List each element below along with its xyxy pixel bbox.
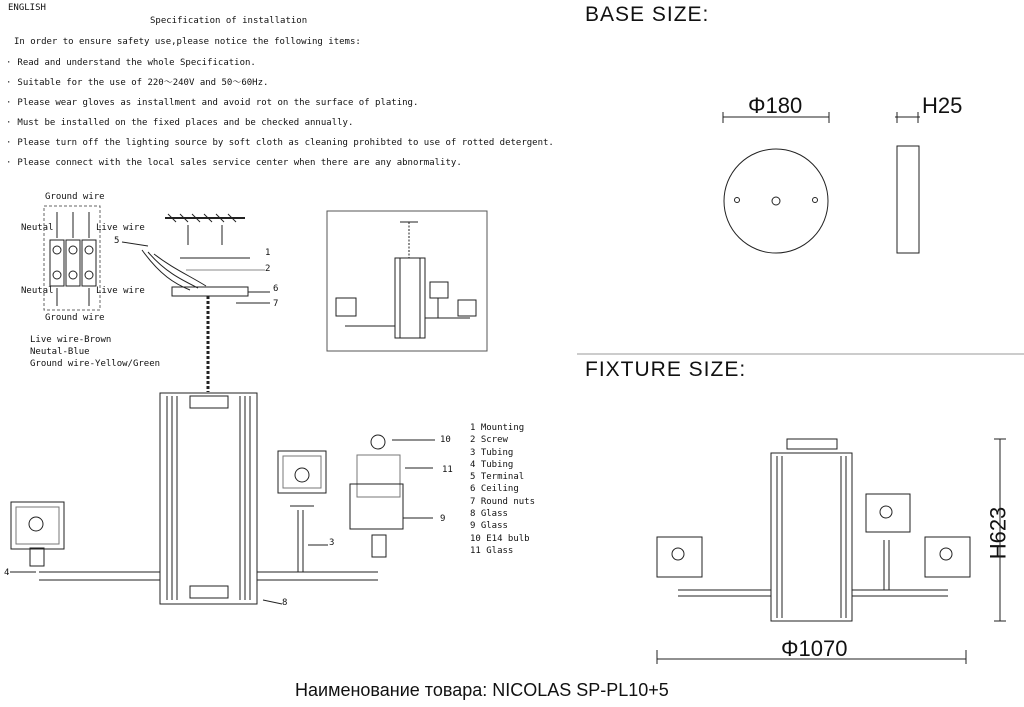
parts-list-item: 3 Tubing [470, 447, 514, 458]
base-diameter-label: Φ180 [748, 93, 803, 118]
legend-item: Neutal-Blue [30, 347, 90, 357]
fixture-height-label: H623 [985, 506, 1011, 560]
parts-list-item: 7 Round nuts [470, 496, 536, 507]
base-height-label: H25 [922, 93, 963, 118]
intro-text: In order to ensure safety use,please notice the following items: [14, 37, 361, 47]
callout-10: 10 [440, 435, 451, 445]
ceiling-mount-drawing [142, 214, 270, 392]
lamp-shade-middle [278, 451, 326, 506]
ground-wire-top-label: Ground wire [45, 192, 105, 202]
bullet-item: · Please connect with the local sales service center when there are any abnormality. [6, 156, 554, 176]
parts-list-item: 2 Screw [470, 435, 508, 446]
live-wire-top-label: Live wire [96, 223, 145, 233]
legend-item: Ground wire-Yellow/Green [30, 359, 161, 369]
callout-11: 11 [442, 465, 453, 475]
callout-1: 1 [265, 248, 271, 258]
fixture-size-drawing [657, 439, 1006, 664]
bulb-and-glass-detail [350, 435, 435, 557]
neutral-top-label: Neutal [21, 223, 54, 233]
fixture-diameter-label: Φ1070 [781, 636, 848, 661]
e14-bulb [371, 435, 385, 449]
callout-3: 3 [329, 538, 335, 548]
base-plate-drawing [723, 112, 920, 253]
callout-7: 7 [273, 299, 279, 309]
bullet-item: · Read and understand the whole Specification. [6, 56, 554, 76]
base-plate-side-view [897, 146, 919, 253]
bullet-item: · Must be installed on the fixed places and be checked annually. [6, 116, 554, 136]
callout-9: 9 [440, 514, 446, 524]
parts-list-item: 4 Tubing [470, 459, 514, 470]
parts-list-item: 11 Glass [470, 545, 514, 556]
spec-title: Specification of installation [150, 16, 308, 26]
language-label: ENGLISH [8, 3, 46, 13]
bullet-item: · Please turn off the lighting source by soft cloth as cleaning prohibted to use of rotted detergent. [6, 136, 554, 156]
base-size-heading: BASE SIZE: [585, 3, 710, 26]
callout-2: 2 [265, 264, 271, 274]
live-wire-bottom-label: Live wire [96, 286, 145, 296]
parts-list-item: 10 E14 bulb [470, 533, 530, 544]
callout-4: 4 [4, 568, 10, 578]
wiring-terminal-drawing [44, 206, 148, 310]
ground-wire-bottom-label: Ground wire [45, 313, 105, 323]
fixture-size-heading: FIXTURE SIZE: [585, 358, 747, 381]
main-fixture-drawing [10, 393, 378, 604]
parts-list-item: 8 Glass [470, 509, 508, 520]
callout-5: 5 [114, 236, 120, 246]
parts-list-item: 6 Ceiling [470, 484, 519, 495]
lamp-shade-left [11, 502, 64, 566]
parts-list-item: 1 Mounting [470, 423, 525, 433]
parts-list-item: 5 Terminal [470, 472, 525, 483]
parts-list-item: 9 Glass [470, 521, 508, 532]
neutral-bottom-label: Neutal [21, 286, 54, 296]
bullet-item: · Please wear gloves as installment and avoid rot on the surface of plating. [6, 96, 554, 116]
callout-6: 6 [273, 284, 279, 294]
bullet-item: · Suitable for the use of 220～240V and 50～60Hz. [6, 76, 554, 96]
overview-thumbnail [327, 211, 487, 351]
legend-item: Live wire-Brown [30, 335, 112, 345]
product-name-footer: Наименование товара: NICOLAS SP-PL10+5 [295, 680, 669, 700]
callout-8: 8 [282, 598, 288, 608]
